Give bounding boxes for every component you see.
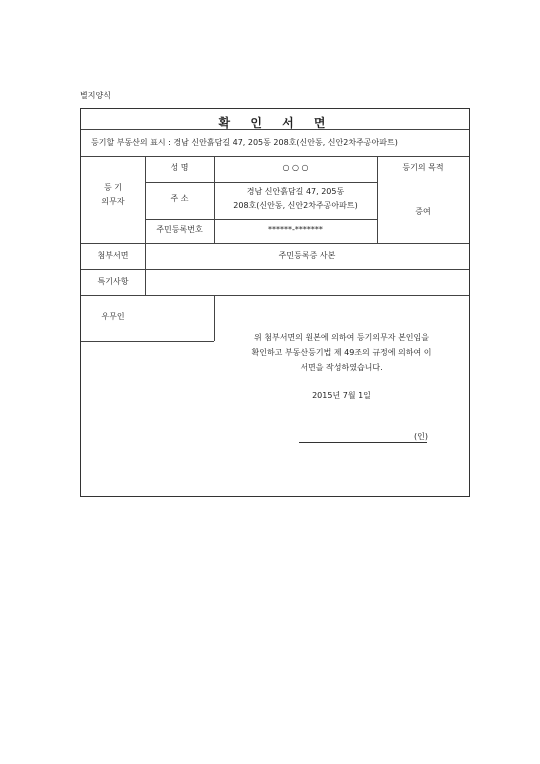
purpose-label: 등기의 목적: [402, 163, 444, 172]
name-value: ○ ○ ○: [282, 163, 309, 172]
form-title: 확 인 서 면: [218, 116, 334, 130]
seal-mark: (인): [414, 432, 428, 441]
id-number-value: ******-*******: [268, 225, 323, 234]
obligor-label-line1: 등 기: [104, 183, 122, 192]
name-label: 성 명: [170, 163, 189, 172]
divider: [81, 243, 469, 244]
property-display: 등기할 부동산의 표시 : 경남 신안흙담길 47, 205동 208호(신안동, 신안2차주공아파트): [91, 138, 398, 147]
divider: [81, 269, 469, 270]
signature-line: [299, 442, 427, 443]
obligor-label-line2: 의무자: [101, 197, 125, 206]
statement-line2: 확인하고 부동산등기법 제 49조의 규정에 의하여 이: [251, 348, 432, 357]
attachment-label: 첨부서면: [97, 251, 129, 260]
confirmation-form: [80, 108, 470, 497]
divider: [145, 182, 377, 183]
address-value-line1: 경남 신안흙담길 47, 205동: [246, 187, 345, 196]
attachment-value: 주민등록증 사본: [278, 251, 336, 260]
statement-date: 2015년 7월 1일: [312, 391, 371, 400]
divider: [145, 219, 377, 220]
remarks-label: 특기사항: [97, 277, 129, 286]
thumbprint-label: 우무인: [101, 312, 125, 321]
id-number-label: 주민등록번호: [156, 225, 203, 234]
divider: [81, 295, 469, 296]
statement-line3: 서면을 작성하였습니다.: [300, 363, 383, 372]
address-label: 주 소: [170, 194, 189, 203]
address-value-line2: 208호(신안동, 신안2차주공아파트): [233, 201, 358, 210]
divider: [81, 341, 214, 342]
form-label: 별지양식: [80, 91, 111, 100]
purpose-value: 증여: [415, 207, 431, 216]
statement-line1: 위 첨부서면의 원본에 의하여 등기의무자 본인임을: [253, 333, 429, 342]
thumbprint-box: [146, 296, 213, 340]
divider: [81, 156, 469, 157]
